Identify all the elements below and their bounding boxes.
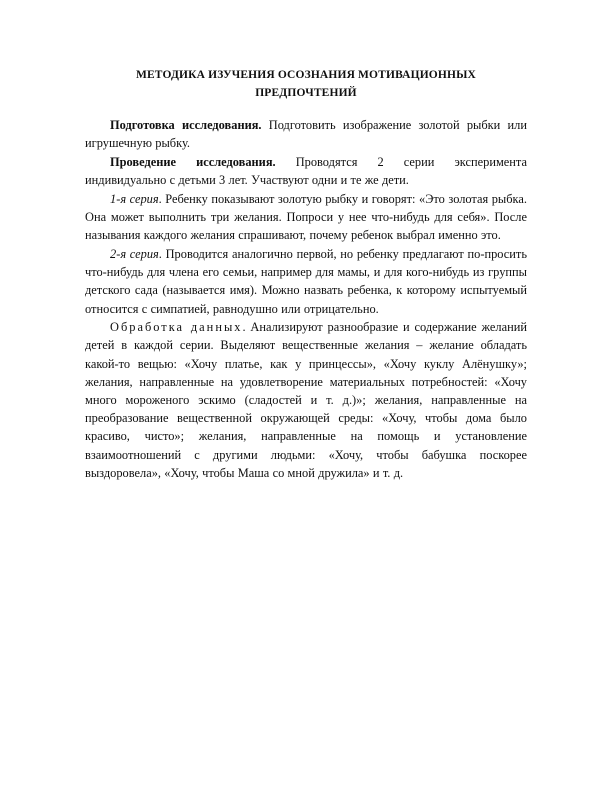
paragraph-preparation <box>85 116 527 152</box>
paragraph-series-2 <box>85 245 527 318</box>
paragraph-series-1 <box>85 190 527 245</box>
text-preparation: Подготовить изображение золотой рыбки или игрушечную рыбку. <box>85 118 527 151</box>
text-series-2: . Проводится аналогично первой, но ребенку предлагают по-просить что-нибудь для члена его семьи, например для мамы, и для кого-нибудь из группы детского сада (называется имя). Можно назвать ребенка, к которому испытуемый относится с симпатией, равнодушно или отрицательно. <box>85 246 528 316</box>
heading-series-1: 1-я серия <box>110 191 159 206</box>
heading-procedure: Проведение исследования. <box>110 154 276 169</box>
text-data-processing: . Анализируют разнообразие и содержание желаний детей в каждой серии. Выделяют вещественные желания – желание обладать какой-то вещью: «Хочу платье, как у принцессы», «Хочу куклу Алёнушку»; желания, направленные на удовлетворение материальных потребностей: «Хочу много мороженого эскимо (сладостей и т. д.)»; желания, направленные на преобразование вещественной окружающей среды: «Хочу, чтобы дома было красиво, чисто»; желания, направленные на помощь и установление взаимоотношений с другими людьми: «Хочу, чтобы бабушка поскорее выздоровела», «Хочу, чтобы Маша со мной дружила» и т. д. <box>85 320 527 480</box>
heading-preparation: Подготовка исследования. <box>110 118 262 132</box>
heading-data-processing: Обработка данных <box>110 320 243 335</box>
document-body <box>85 66 527 483</box>
page-title-line-2: ПРЕДПОЧТЕНИЙ <box>255 87 357 99</box>
paragraph-procedure <box>85 153 527 189</box>
text-procedure: Проводятся 2 серии эксперимента индивидуально с детьми 3 лет. Участвуют одни и те же дети. <box>85 154 527 188</box>
page-title <box>85 66 527 102</box>
page-title-line-1: МЕТОДИКА ИЗУЧЕНИЯ ОСОЗНАНИЯ МОТИВАЦИОННЫХ <box>135 69 476 81</box>
paragraph-data-processing <box>85 318 527 482</box>
heading-series-2: 2-я серия <box>110 246 159 261</box>
text-series-1: . Ребенку показывают золотую рыбку и говорят: «Это золотая рыбка. Она может выполнить три желания. Попроси у нее что-нибудь для себя». После называния каждого желания спрашивают, почему ребенок выбрал именно это. <box>85 191 527 243</box>
